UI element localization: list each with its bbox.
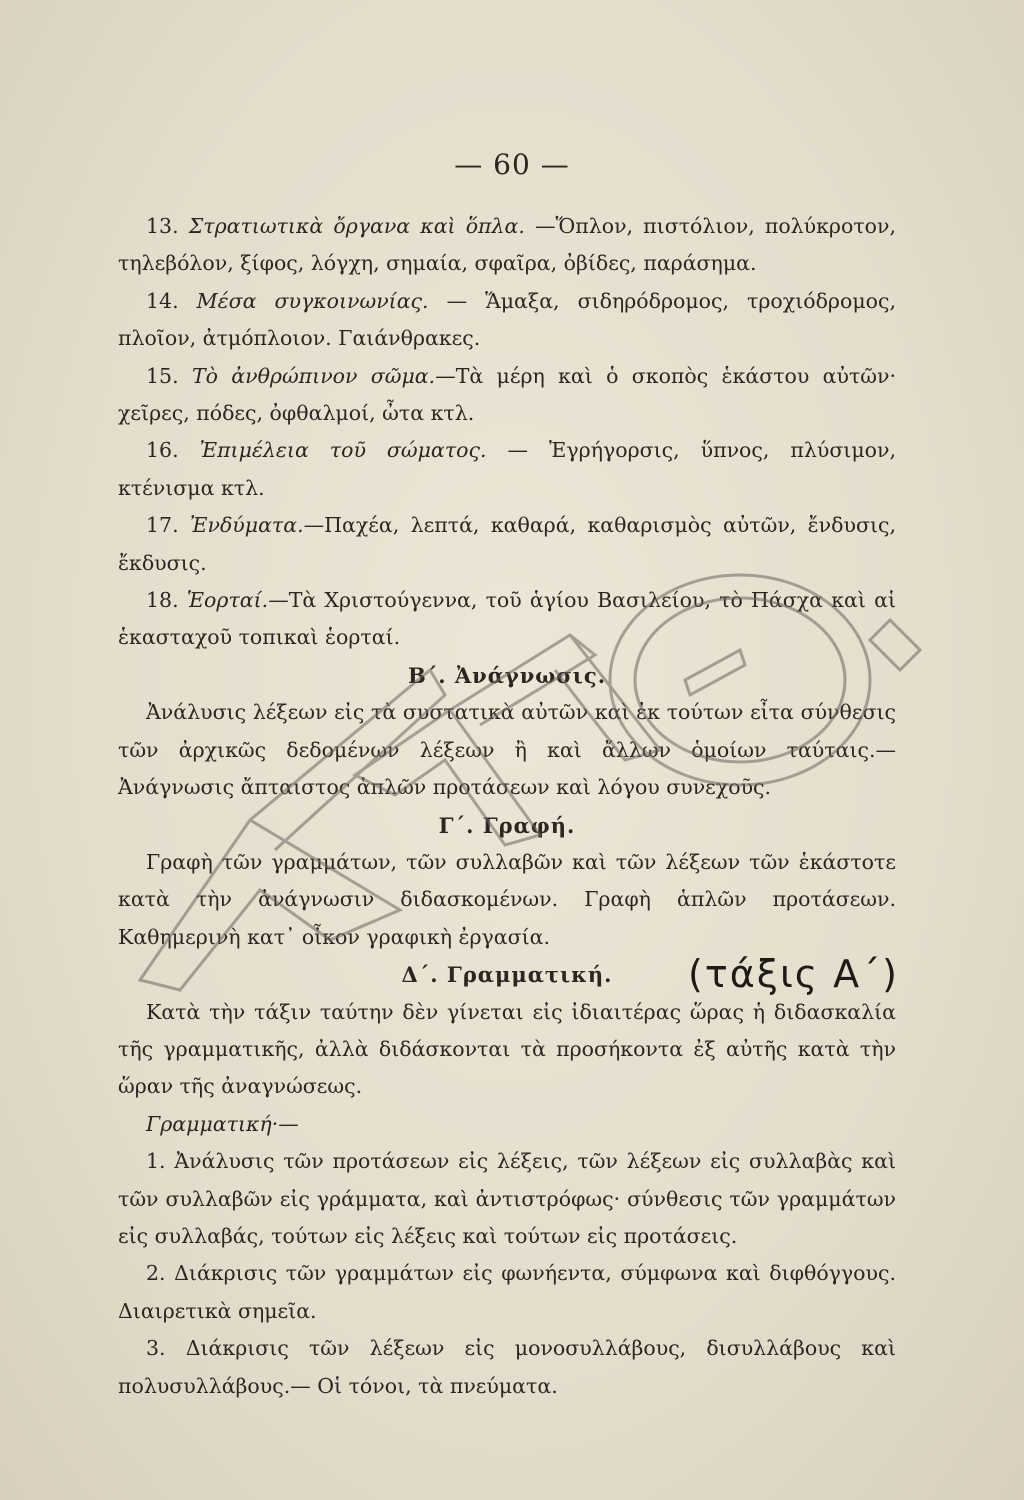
- paragraph-number: 13.: [146, 214, 179, 238]
- item-number: 1.: [146, 1149, 166, 1174]
- paragraph-body: —Τὰ Χριστούγεννα, τοῦ ἁγίου Βασιλείου, τὸ Πάσχα καὶ αἱ ἑκασταχοῦ τοπικαὶ ἑορταί.: [118, 588, 896, 650]
- handwritten-note: (τάξις Α΄): [688, 952, 900, 996]
- grammar-item-1: [118, 1143, 896, 1255]
- page-number: — 60 —: [454, 148, 570, 181]
- section-b-heading: Β΄. Ἀνάγνωσις.: [407, 662, 607, 688]
- section-d-heading: Δ΄. Γραμματική.: [401, 962, 613, 988]
- paragraph-title: Ἐπιμέλεια τοῦ σώματος.: [199, 438, 487, 463]
- paragraph-title: Ἑορταί.: [186, 588, 269, 613]
- item-text: Διάκρισις τῶν γραμμάτων εἰς φωνήεντα, σύμφωνα καὶ διφθόγγους. Διαιρετικὰ σημεῖα.: [118, 1261, 896, 1323]
- paragraph-body: —Τὰ μέρη καὶ ὁ σκοπὸς ἑκάστου αὐτῶν· χεῖρες, πόδες, ὀφθαλμοί, ὦτα κτλ.: [118, 363, 896, 426]
- grammar-item-3: [118, 1330, 896, 1405]
- paragraph-number: 15.: [146, 363, 179, 388]
- text-block: [118, 208, 896, 1405]
- section-c-text: Γραφὴ τῶν γραμμάτων, τῶν συλλαβῶν καὶ τῶν λέξεων τῶν ἑκάστοτε κατὰ τὴν ἀνάγνωσιν διδασκομένων. Γραφὴ ἁπλῶν προτάσεων. Καθημερινὴ κατ᾽ οἶκον γραφικὴ ἐργασία.: [118, 849, 896, 949]
- paragraph-17: [118, 507, 896, 582]
- paragraph-title: Τὸ ἀνθρώπινον σῶμα.: [191, 363, 436, 388]
- paragraph-number: 17.: [146, 513, 179, 538]
- grammar-item-2: [118, 1255, 896, 1330]
- paragraph-15: [118, 358, 896, 433]
- paragraph-body: —Παχέα, λεπτά, καθαρά, καθαρισμὸς αὐτῶν, ἔνδυσις, ἔκδυσις.: [118, 513, 896, 575]
- grammar-label: Γραμματική·—: [146, 1111, 299, 1136]
- paragraph-13: [118, 208, 896, 283]
- item-text: Διάκρισις τῶν λέξεων εἰς μονοσυλλάβους, δισυλλάβους καὶ πολυσυλλάβους.— Οἱ τόνοι, τὰ πνεύματα.: [118, 1336, 896, 1398]
- paragraph-number: 14.: [146, 288, 179, 313]
- item-number: 3.: [146, 1336, 166, 1361]
- paragraph-title: Μέσα συγκοινωνίας.: [196, 288, 429, 313]
- paragraph-body: — Ἐγρήγορσις, ὕπνος, πλύσιμον, κτένισμα κτλ.: [118, 438, 896, 500]
- section-b-text: Ἀνάλυσις λέξεων εἰς τὰ συστατικὰ αὐτῶν καὶ ἐκ τούτων εἶτα σύνθεσις τῶν ἀρχικῶς δεδομένων λέξεων ἢ καὶ ἄλλων ὁμοίων ταύταις.— Ἀνάγνωσις ἄπταιστος ἁπλῶν προτάσεων καὶ λόγου συνεχοῦς.: [118, 700, 896, 800]
- paragraph-title: Στρατιωτικὰ ὄργανα καὶ ὅπλα.: [188, 214, 525, 238]
- paragraph-18: [118, 582, 896, 657]
- paragraph-14: [118, 283, 896, 358]
- paragraph-title: Ἐνδύματα.: [190, 513, 304, 538]
- paragraph-body: —Ὅπλον, πιστόλιον, πολύκροτον, τηλεβόλον, ξίφος, λόγχη, σημαία, σφαῖρα, ὀβίδες, παράσημα.: [118, 214, 896, 276]
- section-c-heading: Γ΄. Γραφή.: [438, 812, 576, 838]
- paragraph-number: 18.: [146, 588, 179, 613]
- paragraph-16: [118, 432, 896, 507]
- paragraph-body: — Ἅμαξα, σιδηρόδρομος, τροχιόδρομος, πλοῖον, ἀτμόπλοιον. Γαιάνθρακες.: [118, 288, 896, 351]
- item-number: 2.: [146, 1261, 166, 1286]
- item-text: Ἀνάλυσις τῶν προτάσεων εἰς λέξεις, τῶν λέξεων εἰς συλλαβὰς καὶ τῶν συλλαβῶν εἰς γράμματα, καὶ ἀντιστρόφως· σύνθεσις τῶν γραμμάτων εἰς συλλαβάς, τούτων εἰς λέξεις καὶ τούτων εἰς προτάσεις.: [118, 1149, 896, 1248]
- section-d-text: Κατὰ τὴν τάξιν ταύτην δὲν γίνεται εἰς ἰδιαιτέρας ὥρας ἡ διδασκαλία τῆς γραμματικῆς, ἀλλὰ διδάσκονται τὰ προσήκοντα ἐξ αὐτῆς κατὰ τὴν ὥραν τῆς ἀναγνώσεως.: [118, 999, 896, 1099]
- paragraph-number: 16.: [146, 438, 179, 463]
